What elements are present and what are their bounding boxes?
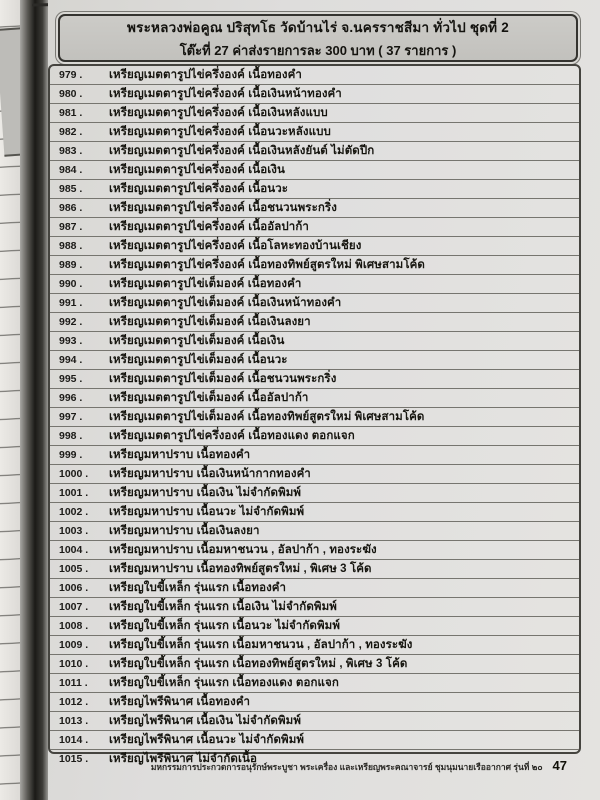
table-row [50, 237, 579, 256]
item-description: เหรียญใบขี้เหล็ก รุ่นแรก เนื้อเงิน ไม่จำกัดพิมพ์ [109, 601, 337, 613]
item-description: เหรียญเมตตารูปไข่ครึ่งองค์ เนื้อโลหะทองบ้านเชียง [109, 240, 362, 252]
item-description: เหรียญเมตตารูปไข่ครึ่งองค์ เนื้อเงินหลังแบบ [109, 107, 328, 119]
item-description: เหรียญใบขี้เหล็ก รุ่นแรก เนื้อทองทิพย์สูตรใหม่ , พิเศษ 3 โค้ด [109, 658, 408, 670]
item-description: เหรียญเมตตารูปไข่ครึ่งองค์ เนื้อนวะ [109, 183, 289, 195]
footer-text: มหกรรมการประกวดการอนุรักษ์พระบูชา พระเครื่อง และเหรียญพระคณาจารย์ ชุมนุมนายเรืออากาศ รุ่นที่ ๒๐ [150, 762, 543, 772]
item-description: เหรียญเมตตารูปไข่เต็มองค์ เนื้อนวะ [109, 354, 288, 366]
item-number: 979 . [59, 69, 83, 81]
item-number: 1004 . [59, 544, 89, 556]
item-description: เหรียญเมตตารูปไข่ครึ่งองค์ เนื้อทองแดง ตอกแจก [109, 430, 355, 442]
item-number: 982 . [59, 126, 83, 138]
item-description: เหรียญเมตตารูปไข่ครึ่งองค์ เนื้อนวะหลังแบบ [109, 126, 331, 138]
item-description: เหรียญเมตตารูปไข่เต็มองค์ เนื้อเงิน [109, 335, 285, 347]
item-number: 999 . [59, 449, 83, 461]
table-row [50, 370, 579, 389]
table-row [50, 66, 579, 85]
table-row [50, 427, 579, 446]
item-number: 988 . [59, 240, 83, 252]
item-description: เหรียญไพรีพินาศ เนื้อเงิน ไม่จำกัดพิมพ์ [109, 715, 301, 727]
item-number: 1000 . [59, 468, 89, 480]
table-row [50, 161, 579, 180]
item-number: 1001 . [59, 487, 89, 499]
item-description: เหรียญมหาปราบ เนื้อทองทิพย์สูตรใหม่ , พิเศษ 3 โค้ด [109, 563, 372, 575]
section-header [58, 14, 578, 62]
item-description: เหรียญเมตตารูปไข่เต็มองค์ เนื้อเงินลงยา [109, 316, 311, 328]
item-number: 994 . [59, 354, 83, 366]
table-row [50, 655, 579, 674]
table-row [50, 275, 579, 294]
table-row [50, 503, 579, 522]
book-gutter-shadow [20, 0, 50, 800]
item-description: เหรียญมหาปราบ เนื้อเงินหน้ากากทองคำ [109, 468, 311, 480]
table-row [50, 332, 579, 351]
table-row [50, 104, 579, 123]
table-row [50, 560, 579, 579]
item-number: 1014 . [59, 734, 89, 746]
table-row [50, 408, 579, 427]
table-row [50, 598, 579, 617]
item-number: 981 . [59, 107, 83, 119]
item-description: เหรียญเมตตารูปไข่ครึ่งองค์ เนื้อเงินหลังยันต์ ไม่ตัดปีก [109, 145, 375, 157]
item-description: เหรียญเมตตารูปไข่ครึ่งองค์ เนื้อเงินหน้าทองคำ [109, 88, 342, 100]
item-description: เหรียญเมตตารูปไข่เต็มองค์ เนื้อทองคำ [109, 278, 302, 290]
table-row [50, 693, 579, 712]
table-row [50, 294, 579, 313]
item-number: 997 . [59, 411, 83, 423]
table-row [50, 674, 579, 693]
table-row [50, 142, 579, 161]
table-row [50, 256, 579, 275]
item-description: เหรียญมหาปราบ เนื้อเงิน ไม่จำกัดพิมพ์ [109, 487, 302, 499]
table-row [50, 351, 579, 370]
section-title: พระหลวงพ่อคูณ ปริสุทโธ วัดบ้านไร่ จ.นครราชสีมา ทั่วไป ชุดที่ 2 [127, 19, 509, 35]
item-description: เหรียญใบขี้เหล็ก รุ่นแรก เนื้อทองคำ [109, 582, 287, 594]
item-description: เหรียญใบขี้เหล็ก รุ่นแรก เนื้อทองแดง ตอกแจก [109, 677, 339, 689]
table-row [50, 465, 579, 484]
item-description: เหรียญใบขี้เหล็ก รุ่นแรก เนื้อนวะ ไม่จำกัดพิมพ์ [109, 620, 341, 632]
item-number: 992 . [59, 316, 83, 328]
item-number: 993 . [59, 335, 83, 347]
item-description: เหรียญเมตตารูปไข่ครึ่งองค์ เนื้ออัลปาก้า [109, 221, 309, 233]
item-number: 998 . [59, 430, 83, 442]
table-row [50, 180, 579, 199]
item-number: 1009 . [59, 639, 89, 651]
item-number: 984 . [59, 164, 83, 176]
table-row [50, 85, 579, 104]
item-number: 983 . [59, 145, 83, 157]
item-description: เหรียญมหาปราบ เนื้อเงินลงยา [109, 525, 260, 537]
item-number: 1011 . [59, 677, 88, 689]
table-row [50, 541, 579, 560]
item-description: เหรียญเมตตารูปไข่ครึ่งองค์ เนื้อทองคำ [109, 69, 302, 81]
item-description: เหรียญเมตตารูปไข่ครึ่งองค์ เนื้อเงิน [109, 164, 285, 176]
item-number: 980 . [59, 88, 83, 100]
item-number: 1005 . [59, 563, 89, 575]
section-subtitle: โต๊ะที่ 27 ค่าส่งรายการละ 300 บาท ( 37 รายการ ) [179, 42, 457, 58]
item-number: 1013 . [59, 715, 89, 727]
item-number: 991 . [59, 297, 83, 309]
item-number: 1010 . [59, 658, 89, 670]
item-description: เหรียญเมตตารูปไข่ครึ่งองค์ เนื้อทองทิพย์สูตรใหม่ พิเศษสามโค้ด [109, 259, 425, 271]
table-row [50, 579, 579, 598]
item-description: เหรียญไพรีพินาศ ไม่จำกัดเนื้อ [109, 753, 257, 765]
table-row [50, 731, 579, 750]
item-number: 1012 . [59, 696, 89, 708]
table-row [50, 199, 579, 218]
items-table [48, 64, 581, 765]
item-description: เหรียญเมตตารูปไข่เต็มองค์ เนื้อเงินหน้าทองคำ [109, 297, 342, 309]
table-row [50, 484, 579, 503]
item-number: 986 . [59, 202, 83, 214]
item-number: 989 . [59, 259, 83, 271]
item-number: 1008 . [59, 620, 89, 632]
item-number: 1006 . [59, 582, 89, 594]
item-number: 990 . [59, 278, 83, 290]
table-row [50, 123, 579, 142]
item-description: เหรียญมหาปราบ เนื้อนวะ ไม่จำกัดพิมพ์ [109, 506, 305, 518]
item-description: เหรียญเมตตารูปไข่เต็มองค์ เนื้ออัลปาก้า [109, 392, 309, 404]
table-row [50, 636, 579, 655]
item-description: เหรียญเมตตารูปไข่ครึ่งองค์ เนื้อชนวนพระกริ่ง [109, 202, 337, 214]
item-description: เหรียญมหาปราบ เนื้อมหาชนวน , อัลปาก้า , ทองระฆัง [109, 544, 377, 556]
item-description: เหรียญไพรีพินาศ เนื้อทองคำ [109, 696, 251, 708]
item-description: เหรียญเมตตารูปไข่เต็มองค์ เนื้อชนวนพระกริ่ง [109, 373, 337, 385]
table-row [50, 218, 579, 237]
item-number: 1002 . [59, 506, 89, 518]
item-number: 1015 . [59, 753, 89, 765]
item-description: เหรียญเมตตารูปไข่เต็มองค์ เนื้อทองทิพย์สูตรใหม่ พิเศษสามโค้ด [109, 411, 425, 423]
item-number: 996 . [59, 392, 83, 404]
page-number: 47 [552, 758, 567, 773]
page-footer [48, 758, 581, 774]
item-description: เหรียญใบขี้เหล็ก รุ่นแรก เนื้อมหาชนวน , อัลปาก้า , ทองระฆัง [109, 639, 413, 651]
table-row [50, 522, 579, 541]
item-number: 987 . [59, 221, 83, 233]
item-number: 1003 . [59, 525, 89, 537]
item-number: 1007 . [59, 601, 89, 613]
table-row [50, 389, 579, 408]
item-description: เหรียญมหาปราบ เนื้อทองคำ [109, 449, 251, 461]
item-number: 995 . [59, 373, 83, 385]
catalog-page [48, 0, 600, 800]
table-row [50, 617, 579, 636]
item-description: เหรียญไพรีพินาศ เนื้อนวะ ไม่จำกัดพิมพ์ [109, 734, 305, 746]
item-number: 985 . [59, 183, 83, 195]
table-row [50, 712, 579, 731]
table-row [50, 313, 579, 332]
table-row [50, 446, 579, 465]
